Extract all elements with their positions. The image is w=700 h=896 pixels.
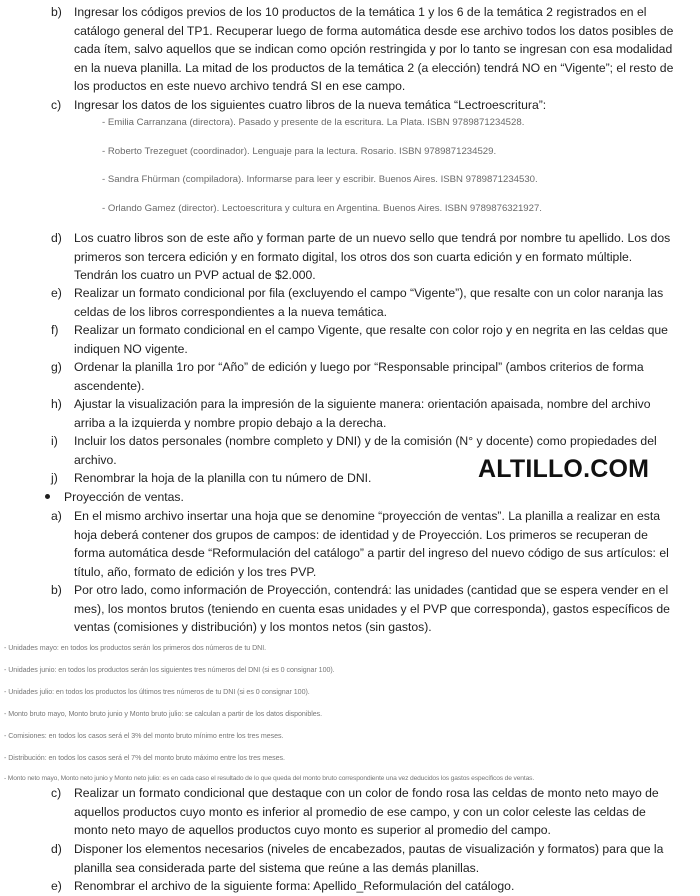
item-text: Ingresar los códigos previos de los 10 productos de la temática 1 y los 6 de la temática 2 registrados en el catálogo general del TP1. Recuperar luego de forma automática desde ese archivo todos los datos posibles de cada ítem, salvo aquellos que se indican como opción restringida y por lo tanto se ingresan con esa modalidad en la nueva planilla. La mitad de los productos de la temática 2 (a elección) tendrá NO en “Vigente”; el resto de los productos en este nuevo archivo tendrá SI en ese campo. (74, 5, 674, 93)
section-title: Proyección de ventas. (64, 490, 184, 504)
item-marker: h) (51, 397, 62, 411)
watermark: ALTILLO.COM (478, 455, 650, 483)
item-marker: j) (51, 471, 58, 485)
item-marker: c) (51, 786, 62, 800)
item-text: Realizar un formato condicional por fila (excluyendo el campo “Vigente”), que resalte con un color naranja las celdas de los libros correspondientes a la nueva temática. (74, 286, 664, 319)
item-text: Realizar un formato condicional en el campo Vigente, que resalte con color rojo y en negrita en las celdas que indiquen NO vigente. (74, 323, 668, 356)
note-line: - Unidades mayo: en todos los productos serán los primeros dos números de tu DNI. (4, 644, 267, 652)
book-entry: - Orlando Gamez (director). Lectoescritura y cultura en Argentina. Buenos Aires. ISBN 9789876321927. (102, 203, 542, 214)
item-marker: i) (51, 434, 58, 448)
item-marker: g) (51, 360, 62, 374)
item-text: Ordenar la planilla 1ro por “Año” de edición y luego por “Responsable principal” (ambos criterios de forma ascendente). (74, 360, 644, 393)
item-marker: d) (51, 231, 62, 245)
note-line: - Monto neto mayo, Monto neto junio y Monto neto julio: es en cada caso el resultado de lo que queda del monto bruto correspondiente una vez deducidos los gastos específicos de ventas. (4, 775, 535, 782)
note-line: - Comisiones: en todos los casos será el 3% del monto bruto mínimo entre los tres meses. (4, 732, 284, 740)
note-line: - Unidades julio: en todos los productos los últimos tres números de tu DNI (si es 0 consignar 100). (4, 688, 310, 696)
note-line: - Monto bruto mayo, Monto bruto junio y Monto bruto julio: se calculan a partir de los datos disponibles. (4, 710, 323, 718)
item-text: Ajustar la visualización para la impresión de la siguiente manera: orientación apaisada, nombre del archivo arriba a la izquierda y nombre propio debajo a la derecha. (74, 397, 651, 430)
item-text: Ingresar los datos de los siguientes cuatro libros de la nueva temática “Lectroescritura”: (74, 98, 547, 112)
item-marker: d) (51, 842, 62, 856)
item-text: Incluir los datos personales (nombre completo y DNI) y de la comisión (N° y docente) como propiedades del archivo. (74, 434, 657, 467)
item-marker: f) (51, 323, 59, 337)
item-marker: b) (51, 583, 62, 597)
book-entry: - Emilia Carranzana (directora). Pasado y presente de la escritura. La Plata. ISBN 9789871234528. (102, 117, 525, 128)
item-marker: e) (51, 286, 62, 300)
book-entry: - Roberto Trezeguet (coordinador). Lenguaje para la lectura. Rosario. ISBN 9789871234529. (102, 146, 497, 157)
item-text: Los cuatro libros son de este año y forman parte de un nuevo sello que tendrá por nombre tu apellido. Los dos primeros son tercera edición y en formato digital, los otros dos son cuarta edición y en formato múltiple. Tendrán los cuatro un PVP actual de $2.000. (74, 231, 671, 282)
item-text: Renombrar el archivo de la siguiente forma: Apellido_Reformulación del catálogo. (74, 879, 515, 893)
note-line: - Unidades junio: en todos los productos serán los siguientes tres números del DNI (si es 0 consignar 100). (4, 666, 335, 674)
item-marker: b) (51, 5, 62, 19)
item-marker: a) (51, 509, 62, 523)
bullet-icon (45, 494, 50, 499)
item-text: Realizar un formato condicional que destaque con un color de fondo rosa las celdas de monto neto mayo de aquellos productos cuyo monto es inferior al promedio de ese campo, y con un color celeste las celdas de monto neto mayo de aquellos productos cuyo monto es superior al promedio del campo. (74, 786, 659, 837)
item-marker: c) (51, 98, 62, 112)
item-marker: e) (51, 879, 62, 893)
item-text: Por otro lado, como información de Proyección, contendrá: las unidades (cantidad que se espera vender en el mes), los montos brutos (teniendo en cuenta esas unidades y el PVP que corresponda), gastos específicos de ventas (comisiones y distribución) y los montos netos (sin gastos). (74, 583, 670, 634)
item-text: En el mismo archivo insertar una hoja que se denomine “proyección de ventas”. La planilla a realizar en esta hoja deberá contener dos grupos de campos: de identidad y de Proyección. Los primeros se recuperan de forma automática desde “Reformulación del catálogo” a partir del ingreso del nuevo código de sus artículos: el título, año, formato de edición y los tres PVP. (74, 509, 669, 579)
note-line: - Distribución: en todos los casos será el 7% del monto bruto máximo entre los tres meses. (4, 754, 285, 762)
book-entry: - Sandra Fhürman (compiladora). Informarse para leer y escribir. Buenos Aires. ISBN 9789871234530. (102, 174, 538, 185)
item-text: Renombrar la hoja de la planilla con tu número de DNI. (74, 471, 372, 485)
item-text: Disponer los elementos necesarios (niveles de encabezados, pautas de visualización y formatos) para que la planilla sea considerada parte del sistema que reúne a las demás planillas. (74, 842, 664, 875)
